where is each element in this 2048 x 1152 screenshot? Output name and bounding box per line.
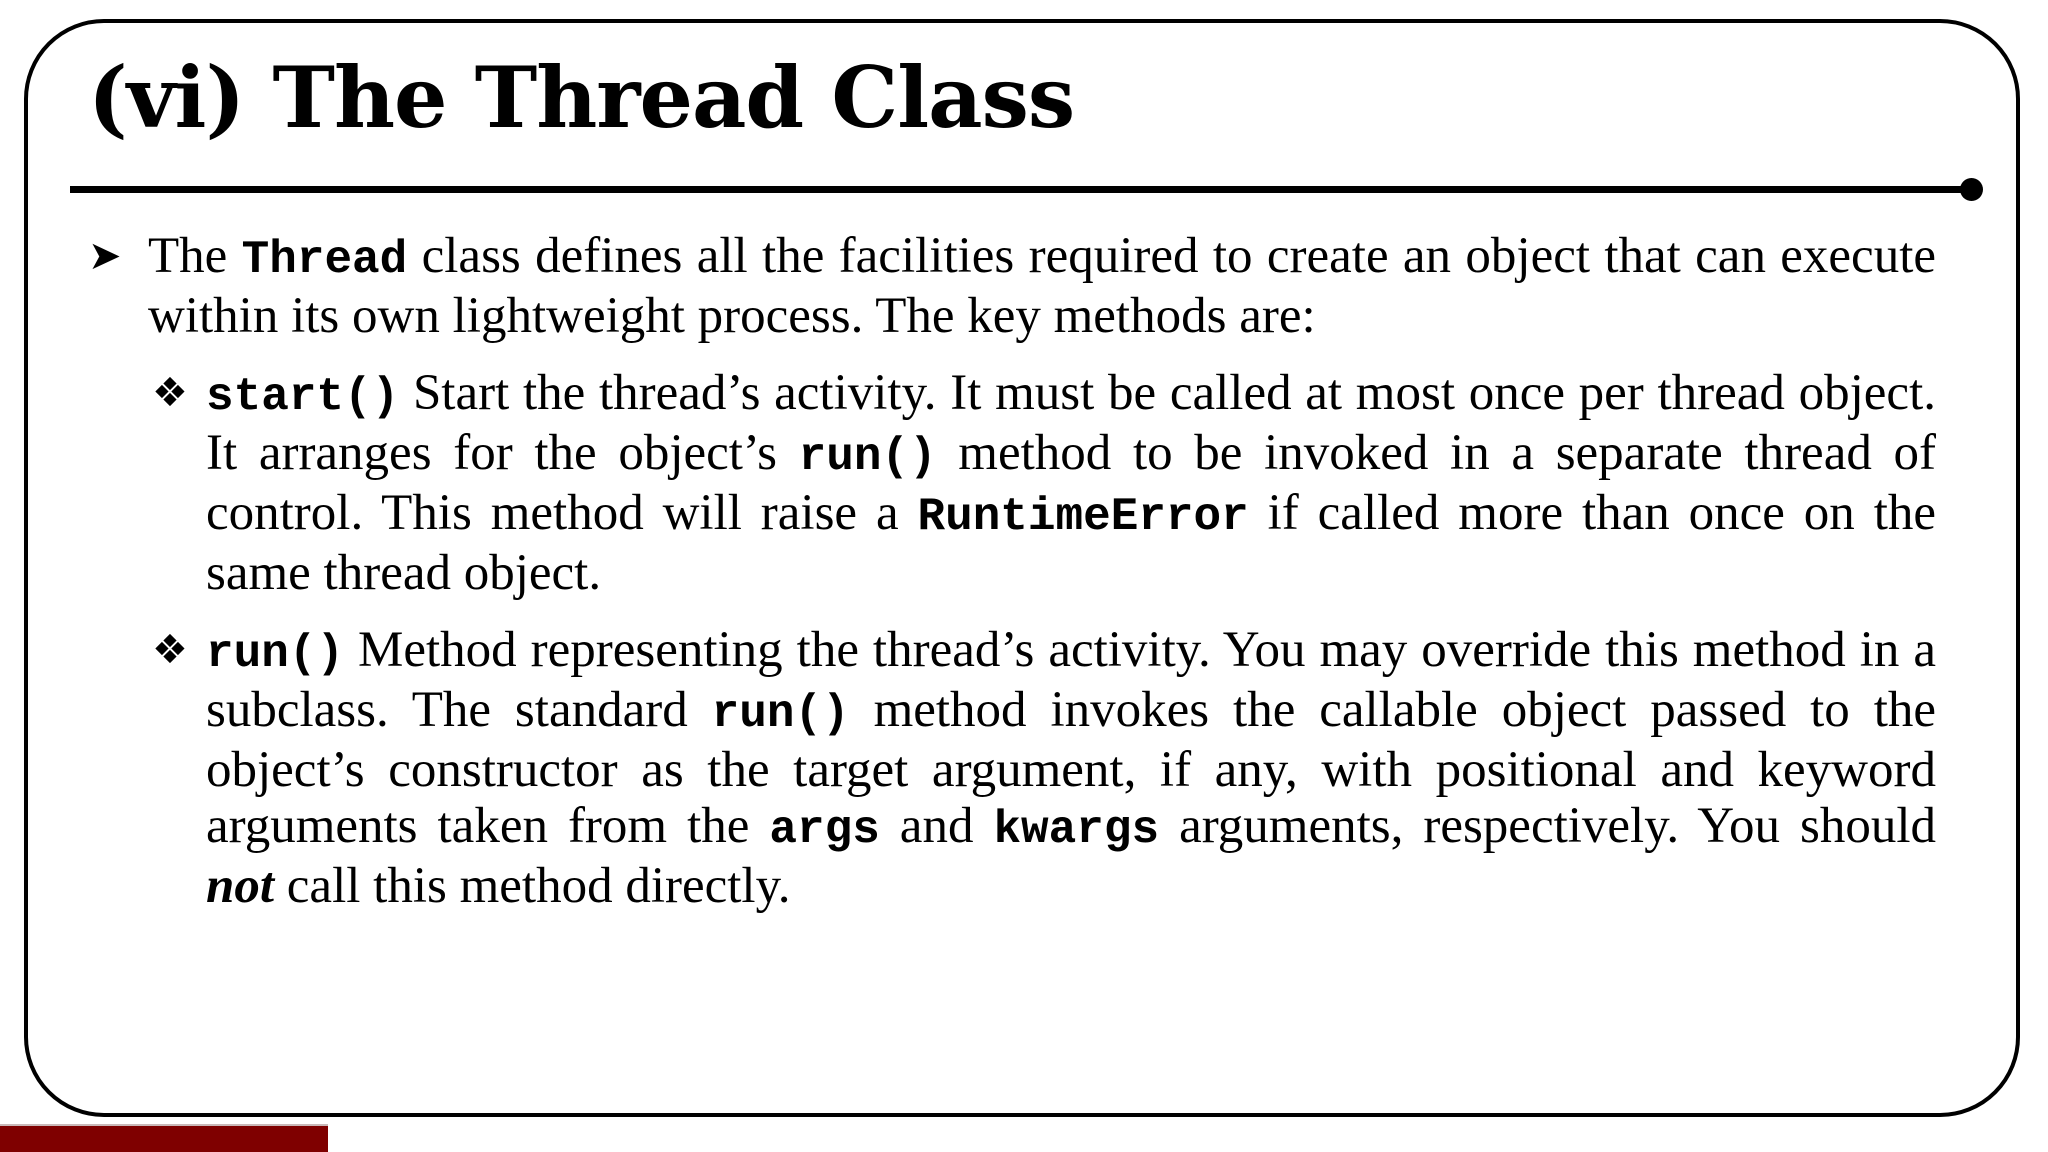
diamond-bullet-icon: ❖ xyxy=(152,627,188,673)
bullet-text: class defines all the facilities required to create an object that can execute within its own lightweight process. The key methods are: xyxy=(148,228,1936,344)
slide-content xyxy=(88,228,1936,914)
item-text: method invokes the callable object passed to the object’s constructor as the target argument, if any, with positional and keyword arguments taken from the xyxy=(206,682,1937,854)
code-runtime-error: RuntimeError xyxy=(917,491,1249,543)
code-run: run() xyxy=(798,431,937,483)
footer-accent-bar xyxy=(0,1124,328,1152)
item-text: and xyxy=(879,798,994,854)
item-text: method to be invoked in a separate thread of control. This method will raise a xyxy=(206,425,1936,541)
code-args: args xyxy=(769,804,880,856)
item-run-method xyxy=(88,622,1936,914)
emphasis-not: not xyxy=(206,858,275,914)
arrow-bullet-icon: ➤ xyxy=(88,233,122,279)
divider-end-dot xyxy=(1960,178,1983,201)
diamond-bullet-icon: ❖ xyxy=(152,370,188,416)
item-text: Method representing the thread’s activity. You may override this method in a subclass. The standard xyxy=(206,622,1936,738)
bullet-text: The xyxy=(148,228,242,284)
code-start: start() xyxy=(206,371,400,423)
item-text: arguments, respectively. You should xyxy=(1159,798,1936,854)
code-run: run() xyxy=(206,628,345,680)
slide-title: (vi) The Thread Class xyxy=(88,48,1075,147)
bullet-thread-class xyxy=(88,228,1936,344)
title-divider xyxy=(70,186,1970,193)
code-kwargs: kwargs xyxy=(993,804,1160,856)
code-thread: Thread xyxy=(241,234,408,286)
item-text: if called more than once on the same thread object. xyxy=(206,485,1936,601)
item-start-method xyxy=(88,365,1936,601)
item-text: call this method directly. xyxy=(274,858,791,914)
code-run: run() xyxy=(711,688,850,740)
item-text: Start the thread’s activity. It must be called at most once per thread object. It arranges for the object’s xyxy=(206,365,1936,481)
